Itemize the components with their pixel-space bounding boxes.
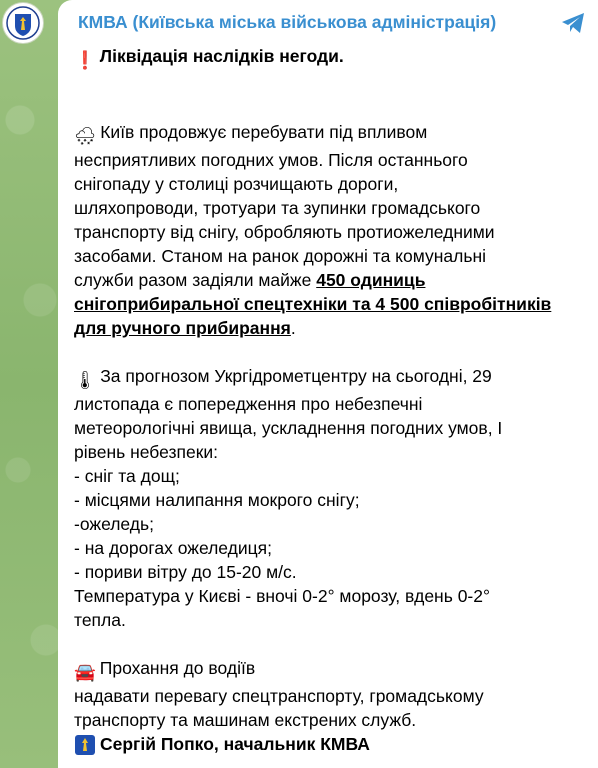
kyiv-coat-of-arms-icon bbox=[74, 734, 96, 762]
telegram-plane-icon bbox=[560, 10, 586, 36]
channel-avatar[interactable] bbox=[2, 2, 44, 44]
highlight-text: для ручного прибирання bbox=[74, 318, 291, 338]
exclamation-icon: ❗ bbox=[74, 50, 96, 70]
message-text: ❗ Ліквідація наслідків негоди. 🌨 Київ продовжує перебувати під впливом несприятливих погодних умов. Після останнього снігопаду у столиці розчищають дороги, шляхопроводи, тротуари та зупинки громадського транспорту від снігу, обробляють протиожеледними засобами. Станом на ранок дорожні та комунальні служби разом задіяли майже 450 одиниць снігоприбиральної спецтехніки та 4 500 співробітників для ручного прибирання. 🌡 За прогнозом Укргідрометцентру на сьогодні, 29 листопада є попередження про небезпечні метеорологічні явища, ускладнення погодних умов, І рівень небезпеки: - сніг та дощ; - місцями налипання мокрого снігу; -ожеледь; - на дорогах ожеледиця; - пориви вітру до 15-20 м/с. Температура у Києві - вночі 0-2° морозу, вдень 0-2° тепла. 🚘 Прохання до водіїв надавати перевагу спецтранспорту, громадському транспорту та машинам екстрених служб. Сергій Попко, начальник КМВА bbox=[74, 44, 579, 762]
car-icon: 🚘 bbox=[74, 662, 96, 682]
paragraph-1-line: 🌨 Київ продовжує перебувати під впливом bbox=[74, 122, 428, 146]
message-title: ❗ Ліквідація наслідків негоди. bbox=[74, 46, 344, 70]
channel-name[interactable]: КМВА (Київська міська військова адміністрація) bbox=[78, 12, 497, 32]
message-bubble bbox=[58, 0, 598, 768]
kyiv-coat-of-arms-icon bbox=[6, 6, 40, 40]
signature: Сергій Попко, начальник КМВА bbox=[74, 732, 579, 762]
snow-cloud-icon: 🌨 bbox=[74, 126, 97, 146]
share-button[interactable] bbox=[558, 8, 588, 38]
highlight-text: 450 одиниць bbox=[316, 270, 426, 290]
highlight-text: снігоприбиральної спецтехніки та 4 500 співробітників bbox=[74, 294, 552, 314]
thermometer-icon: 🌡 bbox=[74, 370, 97, 390]
paragraph-2-line: 🌡 За прогнозом Укргідрометцентру на сьогодні, 29 bbox=[74, 366, 492, 390]
paragraph-3-line: 🚘 Прохання до водіїв bbox=[74, 658, 256, 682]
